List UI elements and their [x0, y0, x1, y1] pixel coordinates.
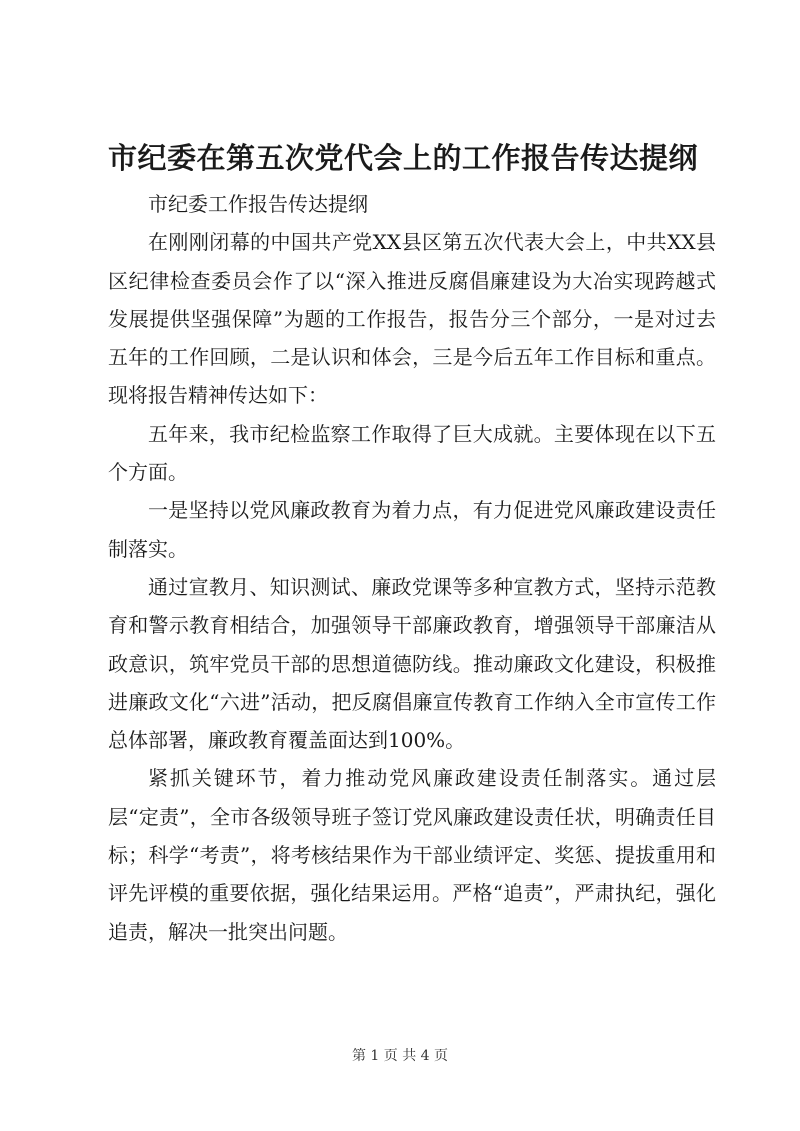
page-footer [0, 1045, 800, 1065]
paragraph-achievements: 五年来，我市纪检监察工作取得了巨大成就。主要体现在以下五个方面。 [108, 421, 716, 485]
document-body [108, 185, 716, 951]
paragraph-subtitle: 市纪委工作报告传达提纲 [148, 192, 368, 216]
paragraph-intro: 在刚刚闭幕的中国共产党XX县区第五次代表大会上，中共XX县区纪律检查委员会作了以“深入推进反腐倡廉建设为大冶实现跨越式发展提供坚强保障”为题的工作报告，报告分三个部分，一是对过去五年的工作回顾，二是认识和体会，三是今后五年工作目标和重点。现将报告精神传达如下： [108, 230, 716, 408]
paragraph-education: 通过宣教月、知识测试、廉政党课等多种宣教方式，坚持示范教育和警示教育相结合，加强领导干部廉政教育，增强领导干部廉洁从政意识，筑牢党员干部的思想道德防线。推动廉政文化建设，积极推进廉政文化“六进”活动，把反腐倡廉宣传教育工作纳入全市宣传工作总体部署，廉政教育覆盖面达到100%。 [108, 574, 716, 753]
document-title: 市纪委在第五次党代会上的工作报告传达提纲 [108, 141, 699, 175]
page-number: 第 1 页 共 4 页 [351, 1048, 449, 1064]
paragraph-responsibility: 紧抓关键环节，着力推动党风廉政建设责任制落实。通过层层“定责”，全市各级领导班子签订党风廉政建设责任状，明确责任目标；科学“考责”，将考核结果作为干部业绩评定、奖惩、提拔重用和评先评模的重要依据，强化结果运用。严格“追责”，严肃执纪，强化追责，解决一批突出问题。 [108, 766, 716, 944]
paragraph-point-one: 一是坚持以党风廉政教育为着力点，有力促进党风廉政建设责任制落实。 [108, 498, 716, 561]
